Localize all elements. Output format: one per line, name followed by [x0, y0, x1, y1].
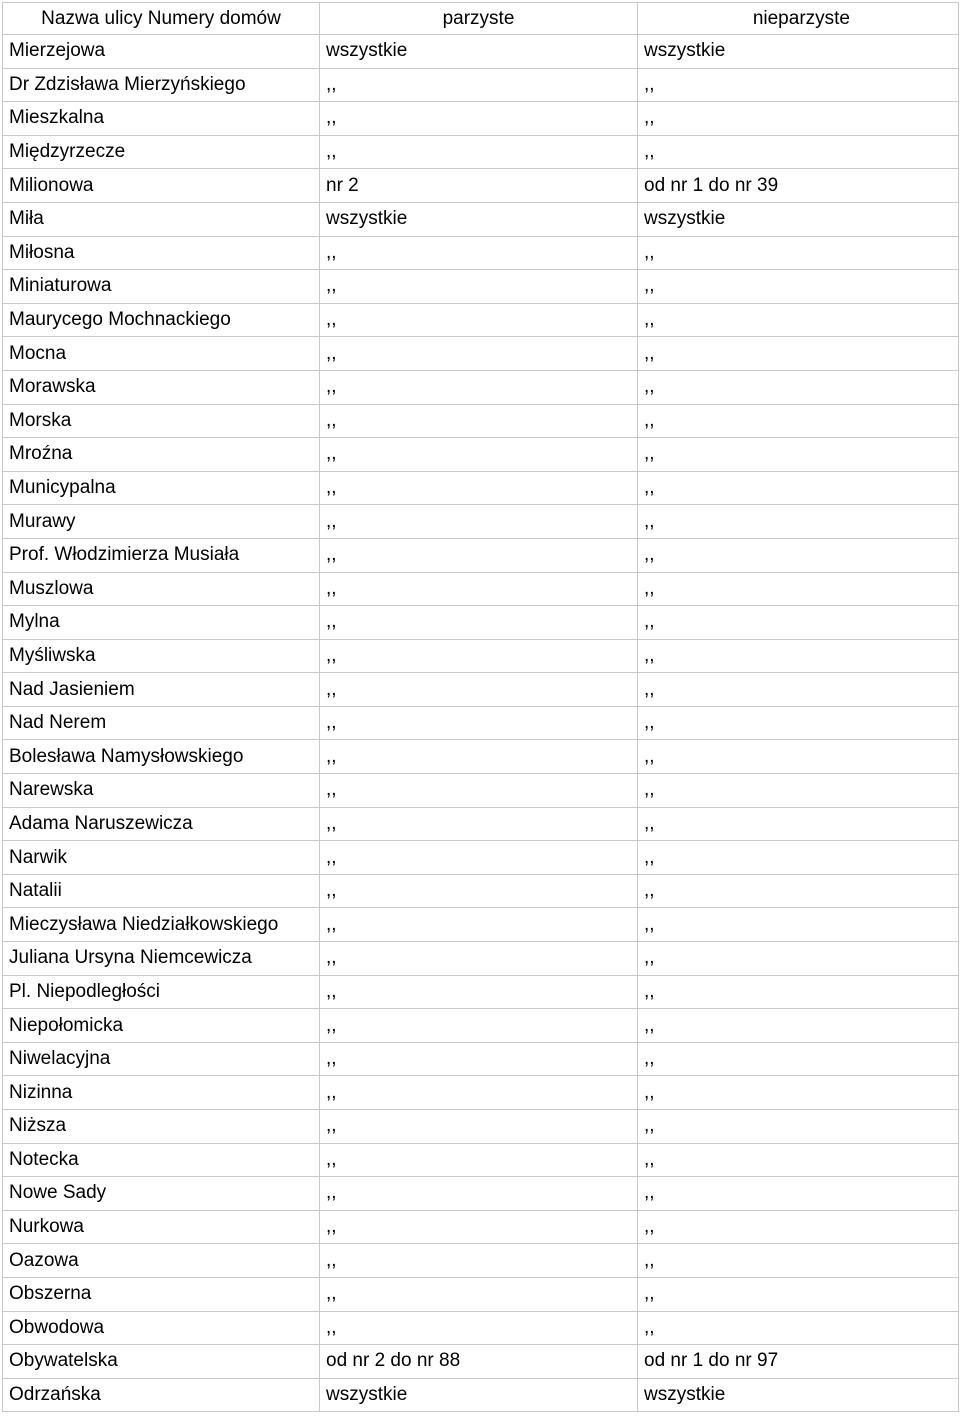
- street-name-cell: Dr Zdzisława Mierzyńskiego: [3, 68, 320, 102]
- street-name-cell: Narwik: [3, 841, 320, 875]
- street-name-cell: Obszerna: [3, 1277, 320, 1311]
- street-name-cell: Mroźna: [3, 438, 320, 472]
- odd-numbers-cell: ,,: [638, 471, 959, 505]
- street-name-cell: Muszlowa: [3, 572, 320, 606]
- street-name-cell: Mieszkalna: [3, 102, 320, 136]
- odd-numbers-cell: ,,: [638, 639, 959, 673]
- even-numbers-cell: ,,: [320, 572, 638, 606]
- table-row: [3, 740, 959, 774]
- even-numbers-cell: ,,: [320, 740, 638, 774]
- odd-numbers-cell: ,,: [638, 370, 959, 404]
- even-numbers-cell: ,,: [320, 1177, 638, 1211]
- odd-numbers-cell: ,,: [638, 1177, 959, 1211]
- odd-numbers-cell: ,,: [638, 303, 959, 337]
- even-numbers-cell: ,,: [320, 270, 638, 304]
- street-name-cell: Mocna: [3, 337, 320, 371]
- street-name-cell: Prof. Włodzimierza Musiała: [3, 538, 320, 572]
- odd-numbers-cell: ,,: [638, 1244, 959, 1278]
- even-numbers-cell: ,,: [320, 1244, 638, 1278]
- table-row: [3, 1042, 959, 1076]
- table-row: [3, 102, 959, 136]
- odd-numbers-cell: ,,: [638, 774, 959, 808]
- odd-numbers-cell: ,,: [638, 135, 959, 169]
- table-row: [3, 1009, 959, 1043]
- even-numbers-cell: ,,: [320, 1277, 638, 1311]
- odd-numbers-cell: ,,: [638, 673, 959, 707]
- table-row: [3, 35, 959, 69]
- table-row: [3, 606, 959, 640]
- even-numbers-cell: ,,: [320, 975, 638, 1009]
- even-numbers-cell: ,,: [320, 102, 638, 136]
- table-row: [3, 774, 959, 808]
- street-name-cell: Morska: [3, 404, 320, 438]
- table-row: [3, 404, 959, 438]
- odd-numbers-cell: wszystkie: [638, 35, 959, 69]
- street-name-cell: Narewska: [3, 774, 320, 808]
- odd-numbers-cell: od nr 1 do nr 39: [638, 169, 959, 203]
- even-numbers-cell: ,,: [320, 807, 638, 841]
- street-name-cell: Notecka: [3, 1143, 320, 1177]
- odd-numbers-cell: ,,: [638, 807, 959, 841]
- table-row: [3, 572, 959, 606]
- odd-numbers-cell: ,,: [638, 908, 959, 942]
- table-row: [3, 673, 959, 707]
- street-name-cell: Niepołomicka: [3, 1009, 320, 1043]
- even-numbers-cell: ,,: [320, 1311, 638, 1345]
- header-odd-numbers: nieparzyste: [638, 3, 959, 35]
- header-street-name: Nazwa ulicy Numery domów: [3, 3, 320, 35]
- even-numbers-cell: ,,: [320, 1110, 638, 1144]
- street-name-cell: Nad Nerem: [3, 706, 320, 740]
- odd-numbers-cell: ,,: [638, 740, 959, 774]
- odd-numbers-cell: ,,: [638, 841, 959, 875]
- table-row: [3, 303, 959, 337]
- street-name-cell: Myśliwska: [3, 639, 320, 673]
- even-numbers-cell: ,,: [320, 236, 638, 270]
- street-name-cell: Juliana Ursyna Niemcewicza: [3, 942, 320, 976]
- odd-numbers-cell: wszystkie: [638, 202, 959, 236]
- odd-numbers-cell: ,,: [638, 438, 959, 472]
- even-numbers-cell: ,,: [320, 639, 638, 673]
- street-name-cell: Miniaturowa: [3, 270, 320, 304]
- odd-numbers-cell: ,,: [638, 337, 959, 371]
- street-name-cell: Natalii: [3, 874, 320, 908]
- table-row: [3, 975, 959, 1009]
- odd-numbers-cell: ,,: [638, 102, 959, 136]
- even-numbers-cell: wszystkie: [320, 35, 638, 69]
- odd-numbers-cell: wszystkie: [638, 1378, 959, 1412]
- odd-numbers-cell: ,,: [638, 1009, 959, 1043]
- odd-numbers-cell: ,,: [638, 404, 959, 438]
- street-table-sheet: [2, 2, 958, 1412]
- street-name-cell: Miła: [3, 202, 320, 236]
- even-numbers-cell: ,,: [320, 438, 638, 472]
- table-row: [3, 706, 959, 740]
- odd-numbers-cell: od nr 1 do nr 97: [638, 1345, 959, 1379]
- header-even-numbers: parzyste: [320, 3, 638, 35]
- table-row: [3, 1345, 959, 1379]
- table-row: [3, 538, 959, 572]
- odd-numbers-cell: ,,: [638, 572, 959, 606]
- odd-numbers-cell: ,,: [638, 1210, 959, 1244]
- table-row: [3, 438, 959, 472]
- table-row: [3, 337, 959, 371]
- table-row: [3, 908, 959, 942]
- street-name-cell: Murawy: [3, 505, 320, 539]
- odd-numbers-cell: ,,: [638, 236, 959, 270]
- street-name-cell: Mierzejowa: [3, 35, 320, 69]
- table-body: [3, 3, 959, 1412]
- odd-numbers-cell: ,,: [638, 1076, 959, 1110]
- even-numbers-cell: ,,: [320, 942, 638, 976]
- even-numbers-cell: ,,: [320, 370, 638, 404]
- street-name-cell: Morawska: [3, 370, 320, 404]
- table-row: [3, 505, 959, 539]
- table-row: [3, 874, 959, 908]
- odd-numbers-cell: ,,: [638, 1110, 959, 1144]
- odd-numbers-cell: ,,: [638, 270, 959, 304]
- street-name-cell: Nurkowa: [3, 1210, 320, 1244]
- table-row: [3, 841, 959, 875]
- table-row: [3, 236, 959, 270]
- table-row: [3, 1244, 959, 1278]
- street-name-cell: Międzyrzecze: [3, 135, 320, 169]
- street-name-cell: Bolesława Namysłowskiego: [3, 740, 320, 774]
- even-numbers-cell: od nr 2 do nr 88: [320, 1345, 638, 1379]
- even-numbers-cell: wszystkie: [320, 202, 638, 236]
- odd-numbers-cell: ,,: [638, 1277, 959, 1311]
- street-name-cell: Nowe Sady: [3, 1177, 320, 1211]
- street-name-cell: Milionowa: [3, 169, 320, 203]
- table-row: [3, 1311, 959, 1345]
- odd-numbers-cell: ,,: [638, 874, 959, 908]
- table-row: [3, 68, 959, 102]
- table-row: [3, 169, 959, 203]
- table-row: [3, 639, 959, 673]
- street-name-cell: Miłosna: [3, 236, 320, 270]
- table-row: [3, 202, 959, 236]
- odd-numbers-cell: ,,: [638, 706, 959, 740]
- even-numbers-cell: ,,: [320, 706, 638, 740]
- even-numbers-cell: ,,: [320, 538, 638, 572]
- street-name-cell: Oazowa: [3, 1244, 320, 1278]
- odd-numbers-cell: ,,: [638, 1143, 959, 1177]
- table-row: [3, 471, 959, 505]
- even-numbers-cell: wszystkie: [320, 1378, 638, 1412]
- even-numbers-cell: ,,: [320, 908, 638, 942]
- street-name-cell: Mieczysława Niedziałkowskiego: [3, 908, 320, 942]
- table-row: [3, 1177, 959, 1211]
- even-numbers-cell: ,,: [320, 1210, 638, 1244]
- table-row: [3, 1110, 959, 1144]
- table-row: [3, 270, 959, 304]
- street-name-cell: Nizinna: [3, 1076, 320, 1110]
- table-row: [3, 1076, 959, 1110]
- table-row: [3, 1378, 959, 1412]
- even-numbers-cell: ,,: [320, 68, 638, 102]
- even-numbers-cell: ,,: [320, 1042, 638, 1076]
- table-row: [3, 807, 959, 841]
- street-name-cell: Nad Jasieniem: [3, 673, 320, 707]
- table-row: [3, 1277, 959, 1311]
- odd-numbers-cell: ,,: [638, 1042, 959, 1076]
- even-numbers-cell: ,,: [320, 1076, 638, 1110]
- odd-numbers-cell: ,,: [638, 606, 959, 640]
- street-name-cell: Adama Naruszewicza: [3, 807, 320, 841]
- table-row: [3, 1143, 959, 1177]
- even-numbers-cell: ,,: [320, 505, 638, 539]
- even-numbers-cell: ,,: [320, 774, 638, 808]
- street-name-cell: Pl. Niepodległości: [3, 975, 320, 1009]
- table-row: [3, 1210, 959, 1244]
- street-name-cell: Niższa: [3, 1110, 320, 1144]
- even-numbers-cell: ,,: [320, 1143, 638, 1177]
- table-row: [3, 370, 959, 404]
- street-name-cell: Odrzańska: [3, 1378, 320, 1412]
- odd-numbers-cell: ,,: [638, 538, 959, 572]
- even-numbers-cell: ,,: [320, 303, 638, 337]
- odd-numbers-cell: ,,: [638, 505, 959, 539]
- odd-numbers-cell: ,,: [638, 1311, 959, 1345]
- even-numbers-cell: ,,: [320, 404, 638, 438]
- even-numbers-cell: ,,: [320, 135, 638, 169]
- even-numbers-cell: ,,: [320, 1009, 638, 1043]
- even-numbers-cell: ,,: [320, 606, 638, 640]
- even-numbers-cell: nr 2: [320, 169, 638, 203]
- street-name-cell: Niwelacyjna: [3, 1042, 320, 1076]
- table-header-row: [3, 3, 959, 35]
- even-numbers-cell: ,,: [320, 673, 638, 707]
- street-name-cell: Obwodowa: [3, 1311, 320, 1345]
- even-numbers-cell: ,,: [320, 337, 638, 371]
- odd-numbers-cell: ,,: [638, 942, 959, 976]
- even-numbers-cell: ,,: [320, 874, 638, 908]
- street-name-cell: Maurycego Mochnackiego: [3, 303, 320, 337]
- table-row: [3, 942, 959, 976]
- even-numbers-cell: ,,: [320, 471, 638, 505]
- street-name-cell: Mylna: [3, 606, 320, 640]
- street-numbers-table: [2, 2, 959, 1412]
- odd-numbers-cell: ,,: [638, 975, 959, 1009]
- street-name-cell: Municypalna: [3, 471, 320, 505]
- street-name-cell: Obywatelska: [3, 1345, 320, 1379]
- even-numbers-cell: ,,: [320, 841, 638, 875]
- table-row: [3, 135, 959, 169]
- odd-numbers-cell: ,,: [638, 68, 959, 102]
